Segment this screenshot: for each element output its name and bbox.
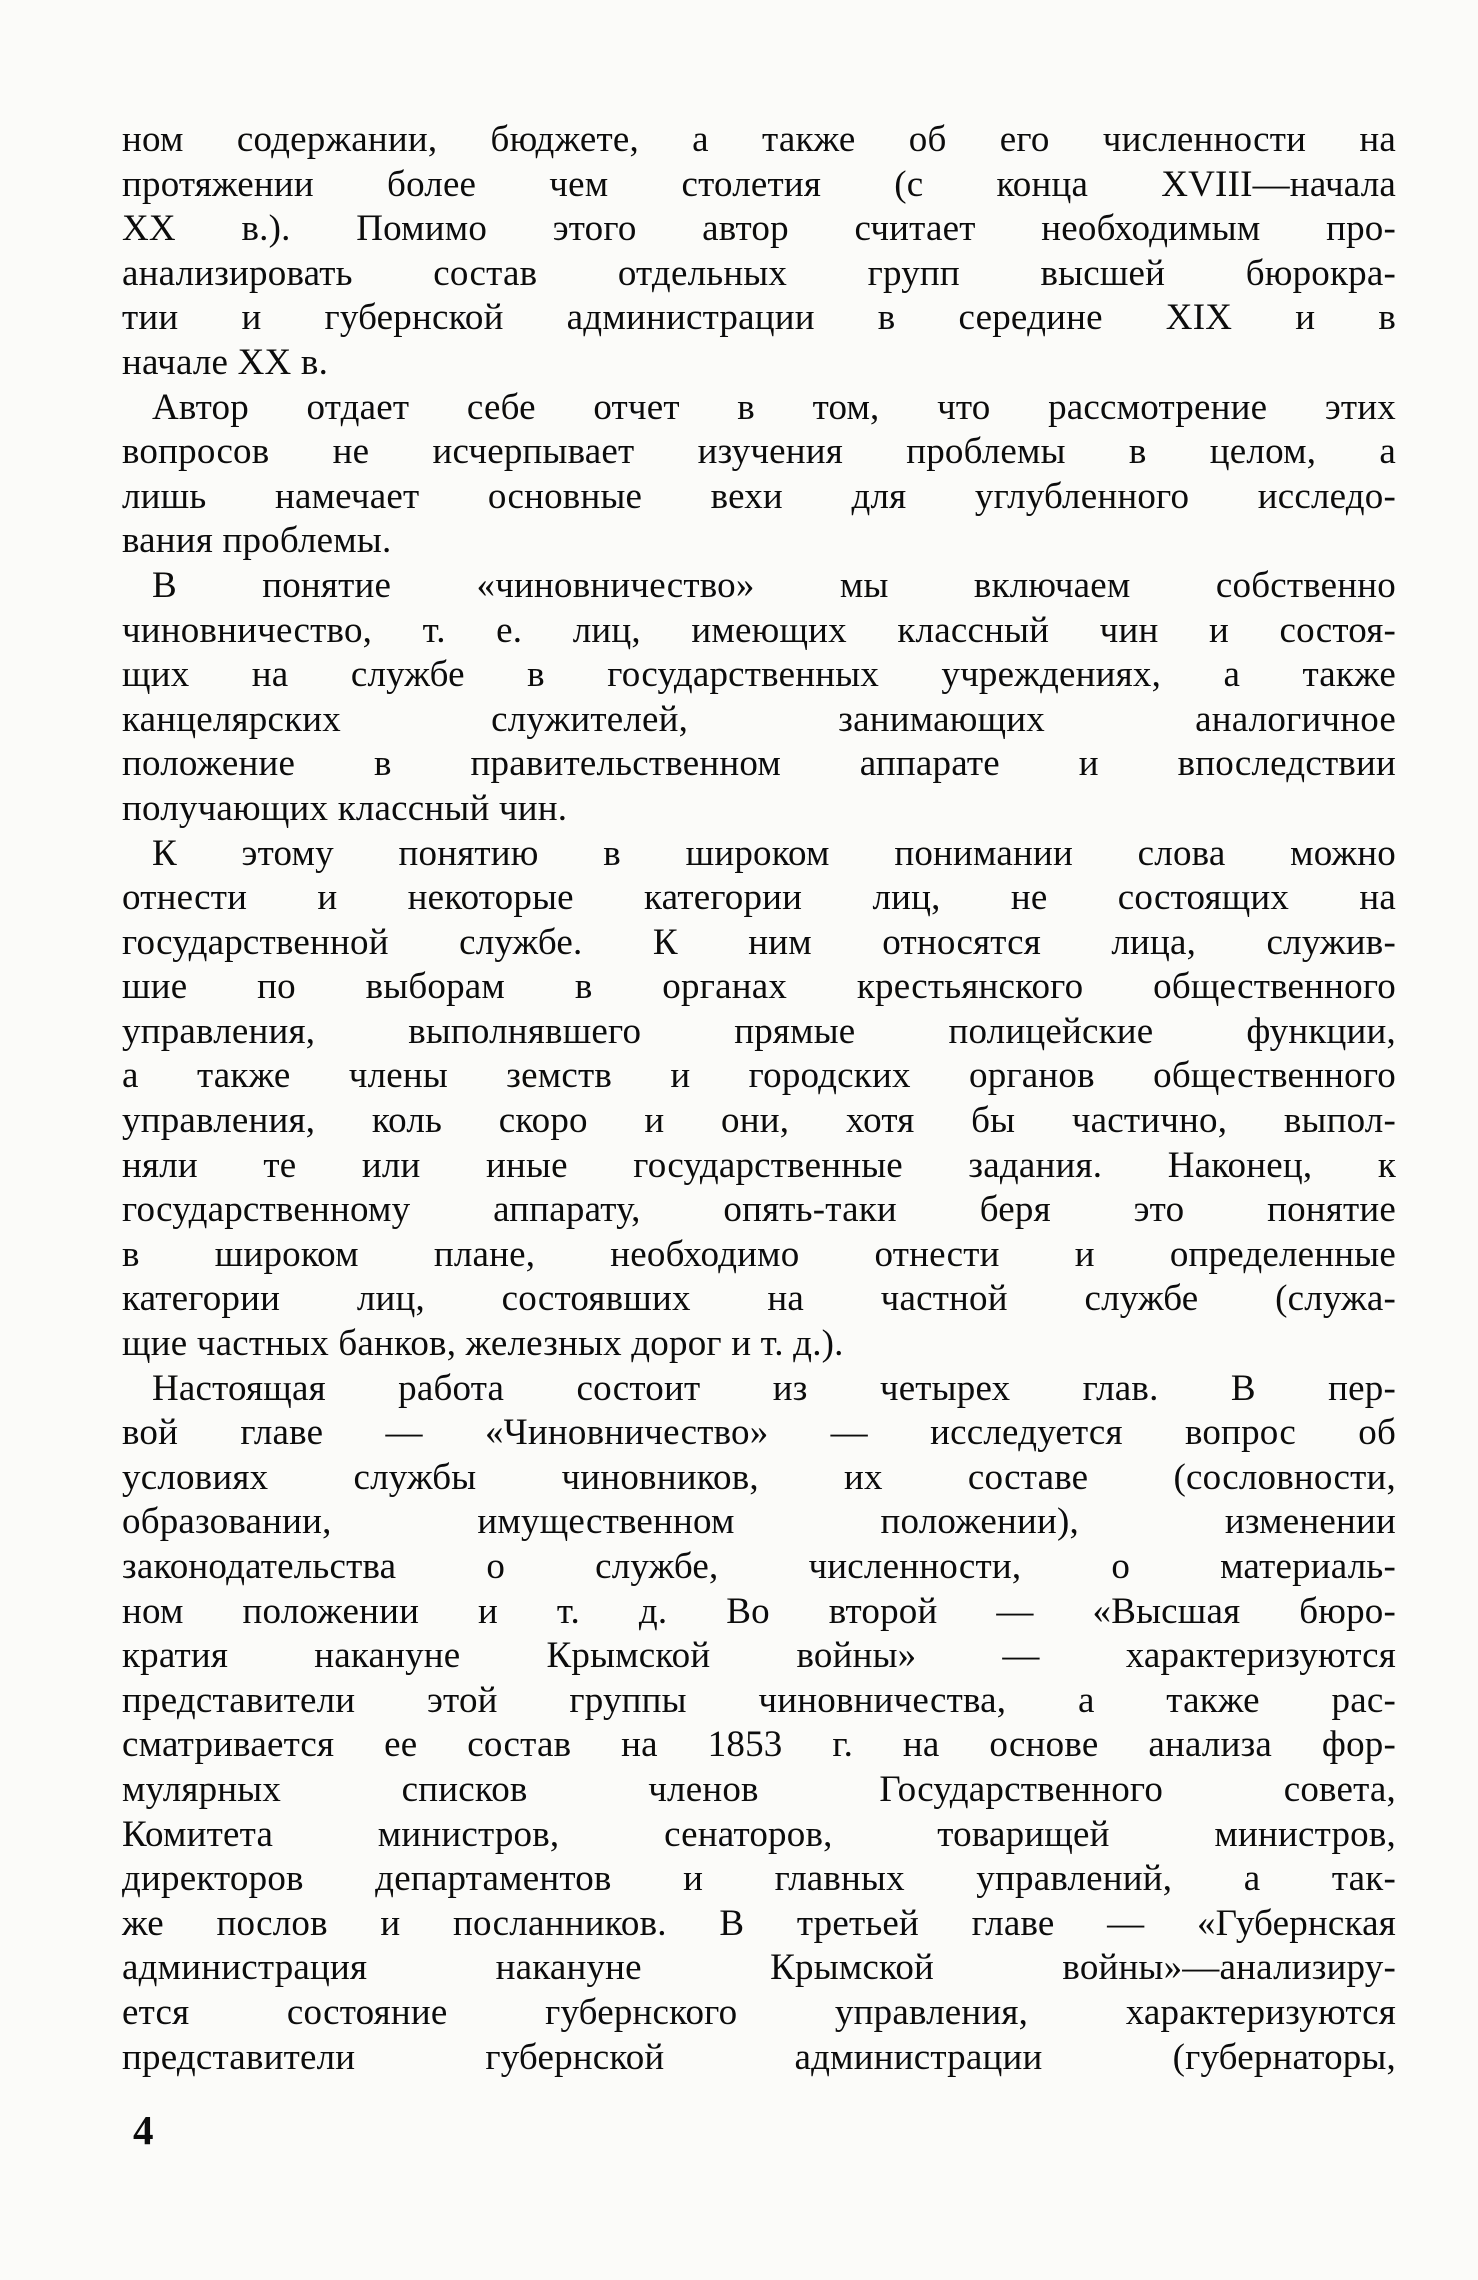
page-number: 4 [133, 2107, 154, 2153]
text-line: представители губернской администрации (губернаторы, [122, 2036, 1396, 2078]
text-line: К этому понятию в широком понимании слова можно [152, 832, 1396, 874]
text-line: получающих классный чин. [122, 787, 568, 829]
text-line: Автор отдает себе отчет в том, что рассмотрение этих [152, 386, 1396, 428]
text-line: сматривается ее состав на 1853 г. на основе анализа фор- [122, 1724, 1396, 1766]
text-line: протяжении более чем столетия (с конца XVIII—начала [122, 163, 1396, 205]
text-line: ется состояние губернского управления, характеризуются [122, 1991, 1396, 2033]
text-line: а также члены земств и городских органов общественного [122, 1055, 1396, 1097]
text-line: тии и губернской администрации в середине XIX и в [122, 297, 1396, 339]
text-line: отнести и некоторые категории лиц, не состоящих на [122, 877, 1396, 919]
text-line: положение в правительственном аппарате и впоследствии [122, 743, 1396, 785]
text-line: Настоящая работа состоит из четырех глав. В пер- [152, 1367, 1396, 1409]
text-line: государственному аппарату, опять-таки беря это понятие [122, 1189, 1396, 1231]
text-line: управления, выполнявшего прямые полицейские функции, [122, 1010, 1396, 1052]
text-line: ном положении и т. д. Во второй — «Высшая бюро- [122, 1590, 1396, 1632]
text-line: представители этой группы чиновничества, а также рас- [122, 1679, 1396, 1721]
text-line: В понятие «чиновничество» мы включаем собственно [152, 564, 1396, 606]
text-line: шие по выборам в органах крестьянского общественного [122, 966, 1396, 1008]
text-line: кратия накануне Крымской войны» — характеризуются [122, 1635, 1396, 1677]
text-line: канцелярских служителей, занимающих аналогичное [122, 698, 1396, 740]
text-line: законодательства о службе, численности, о материаль- [122, 1546, 1396, 1587]
text-line: в широком плане, необходимо отнести и определенные [122, 1233, 1396, 1275]
text-line: условиях службы чиновников, их составе (сословности, [122, 1456, 1396, 1498]
text-line: Комитета министров, сенаторов, товарищей министров, [122, 1813, 1396, 1855]
text-line: вой главе — «Чиновничество» — исследуется вопрос об [122, 1412, 1396, 1454]
text-line: вания проблемы. [122, 520, 392, 562]
text-line: образовании, имущественном положении), изменении [122, 1501, 1396, 1543]
text-line: чиновничество, т. е. лиц, имеющих классный чин и состоя- [122, 609, 1396, 651]
text-line: лишь намечает основные вехи для углубленного исследо- [122, 475, 1396, 517]
text-line: администрация накануне Крымской войны»—анализиру- [122, 1947, 1396, 1989]
text-line: няли те или иные государственные задания. Наконец, к [122, 1144, 1396, 1186]
text-line: управления, коль скоро и они, хотя бы частично, выпол- [122, 1100, 1396, 1142]
text-line: государственной службе. К ним относятся лица, служив- [122, 921, 1396, 963]
text-line: начале XX в. [122, 341, 329, 383]
text-line: же послов и посланников. В третьей главе — «Губернская [122, 1902, 1396, 1944]
text-line: директоров департаментов и главных управлений, а так- [122, 1858, 1396, 1900]
text-line: XX в.). Помимо этого автор считает необходимым про- [122, 208, 1396, 250]
text-line: щие частных банков, железных дорог и т. д.). [122, 1323, 844, 1365]
text-line: вопросов не исчерпывает изучения проблемы в целом, а [122, 431, 1396, 473]
text-line: анализировать состав отдельных групп высшей бюрокра- [122, 252, 1396, 294]
text-line: ном содержании, бюджете, а также об его численности на [122, 119, 1396, 160]
text-line: категории лиц, состоявших на частной службе (служа- [122, 1278, 1396, 1320]
text-line: щих на службе в государственных учреждениях, а также [122, 654, 1396, 696]
text-line: мулярных списков членов Государственного совета, [122, 1768, 1396, 1810]
page-text-block [122, 118, 1396, 2080]
